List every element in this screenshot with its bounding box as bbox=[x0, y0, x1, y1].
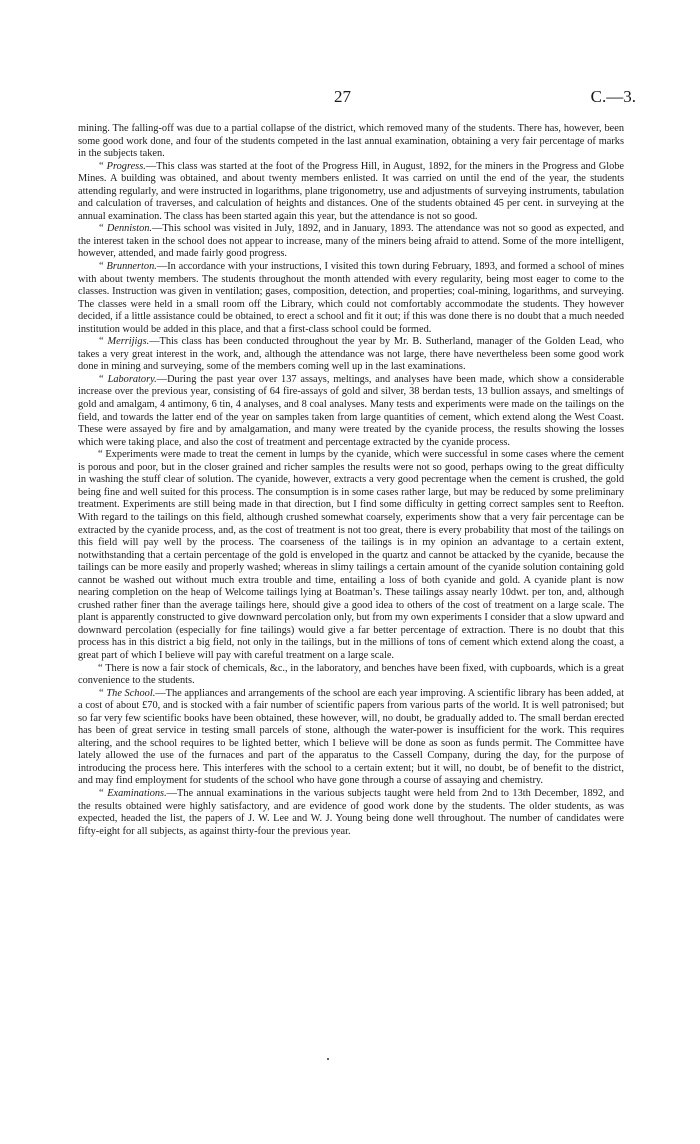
paragraph-laboratory bbox=[78, 374, 624, 449]
paragraph-experiments bbox=[78, 449, 624, 662]
paragraph-heading: “ Denniston. bbox=[98, 223, 152, 235]
paragraph-text: “ Experiments were made to treat the cement in lumps by the cyanide, which were successful in some cases where the cement is porous and poor, but in the closer grained and richer samples the results were not so good, perhaps owing to the great difficulty in washing the stuff clear of solution. The cyanide, however, extracts a very good pecrentage when the cement is crushed, the gold being fine and well suited for this process. The consumption is in some cases rather large, but may be reduced by some preliminary treatment. Experiments are still being made in that direction, but I find some difficulty in getting correct samples sent to Reefton. With regard to the tailings on this field, although crushed somewhat coarsely, experiments show that a very fair percentage can be extracted by the cyanide process, and, as the cost of treatment is not too great, there is every probability that most of the tailings on this field will pay well by the process. The coarseness of the tailings is in my opinion an advantage to a certain extent, notwithstanding that a certain percentage of the gold is enveloped in the quartz and cannot be attacked by the cyanide, because the tailings can be more easily and properly washed; whereas in slimy tailings a certain amount of the cyanide solution containing gold cannot be washed out without much extra trouble and time, entailing a loss of both cyanide and gold. A cyanide plant is now nearing completion on the heap of Welcome tailings lying at Boatman’s. These tailings assay nearly 10dwt. per ton, and, although crushed rather finer than the average tailings here, should give a good idea to others of the cost of treatment on a large scale. The plant is apparently constructed to give downward percolation only, but from my own experiments I consider that a slow upward and downward percolation (especially for fine tailings) would give a far better percentage of extraction. There is no doubt that this process has in this district a big field, not only in the tailings, but in the millions of tons of cement which extend along the coast, a great part of which I believe will pay with careful treatment on a large scale. bbox=[78, 449, 624, 661]
paragraph-denniston bbox=[78, 223, 624, 261]
paragraph-brunnerton bbox=[78, 261, 624, 336]
paragraph-text: —This class was started at the foot of the Progress Hill, in August, 1892, for the miners in the Progress and Globe Mines. A building was obtained, and about twenty members enlisted. It was carried on until the end of the year, the students attending regularly, and were instructed in logarithms, plane trigonometry, use and adjustments of surveying instruments, tabulation and calculation of traverses, and calculation of heights and distances. One of the students obtained 45 per cent. in surveying at the annual examination. The class has been started again this year, but the attendance is not so good. bbox=[78, 160, 625, 222]
paragraph-heading: “ The School. bbox=[98, 687, 156, 699]
paragraph-heading: “ Examinations. bbox=[98, 787, 167, 799]
page-header bbox=[0, 87, 700, 109]
paragraph-text: —During the past year over 137 assays, meltings, and analyses have been made, which show a considerable increase over the previous year, consisting of 64 fire-assays of gold and silver, 38 berdan tests, 13 bullion assays, and smeltings of gold and amalgam, 4 antimony, 6 tin, 4 analyses, and 8 coal analyses. Many tests and experiments were made on the tailings on the field, and towards the latter end of the year on samples taken from large quantities of cement, which extend along the West Coast. These were assayed by fire and by amalgamation, and many were treated by the cyanide process, the results showing the losses which were taking place, and also the cost of treatment and percentage extracted by the cyanide process. bbox=[78, 373, 624, 448]
paragraph-text: —This class has been conducted throughout the year by Mr. B. Sutherland, manager of the Golden Lead, who takes a very great interest in the work, and, although the attendance was not large, there have nevertheless been some good work done in mining and surveying, some of the members coming well up in the last examinations. bbox=[78, 336, 624, 373]
paragraph-text: —This school was visited in July, 1892, and in January, 1893. The attendance was not so good as expected, and the interest taken in the school does not appear to increase, many of the miners being afraid to attend. Some of the more intelligent, however, attended, and made fairly good progress. bbox=[78, 223, 624, 260]
ink-mark bbox=[327, 1058, 329, 1060]
paragraph-heading: “ Laboratory. bbox=[98, 373, 157, 385]
paragraph-school bbox=[78, 688, 624, 788]
paragraph-merrijigs bbox=[78, 336, 624, 374]
paragraph-text: —The annual examinations in the various subjects taught were held from 2nd to 13th December, 1892, and the results obtained were highly satisfactory, and are evidence of good work done by the students. The older students, as was expected, headed the list, the papers of J. W. Lee and W. J. Young being done well throughout. The number of candidates were fifty-eight for all subjects, as against thirty-four the previous year. bbox=[78, 787, 624, 837]
document-series-code: C.—3. bbox=[590, 87, 636, 106]
page-number: 27 bbox=[334, 87, 351, 106]
paragraph-text: mining. The falling-off was due to a partial collapse of the district, which removed many of the students. There has, however, been some good work done, and four of the students competed in the last annual examination, obtaining a very fair percentage of marks in the subjects taken. bbox=[78, 123, 624, 160]
paragraph-text: —In accordance with your instructions, I visited this town during February, 1893, and formed a school of mines with about twenty members. The students throughout the month attended with every regularity, being most eager to come to the classes. Instruction was given in ventilation; gases, composition, detection, and properties; coal-mining, logarithms, and surveying. The classes were held in a small room off the Library, which could not comfortably accommodate the students. They however decided, if a little assistance could be obtained, to erect a school and fit it out; if this was done there is no doubt that a much needed institution would be added in this place, and that a first-class school could be formed. bbox=[78, 261, 624, 335]
paragraph bbox=[78, 123, 624, 161]
paragraph-heading: “ Brunnerton. bbox=[98, 261, 157, 273]
paragraph-progress bbox=[78, 161, 624, 224]
paragraph-heading: “ Progress. bbox=[98, 160, 146, 172]
paragraph-examinations bbox=[78, 788, 624, 838]
paragraph-heading: “ Merrijigs. bbox=[98, 336, 150, 348]
paragraph-chemicals bbox=[78, 663, 624, 688]
paragraph-text: —The appliances and arrangements of the school are each year improving. A scientific library has been added, at a cost of about £70, and is stocked with a fair number of scientific papers from various parts of the world. It is well patronised; but so far very few scientific books have been obtained, these however, will, no doubt, be gradually added to. The small berdan erected has been of great service in testing small parcels of stone, although the water-power is insufficient for the work. This requires altering, and the school requires to be lighted better, which I believe will be done as soon as funds permit. The Committee have lately allowed the use of the furnaces and part of the apparatus to the Cassell Company, during the day, for the purpose of introducing the process here. This interferes with the school to a certain extent; but it will, no doubt, be of benefit to the district, and may find employment for students of the school who have gone through a course of assaying and chemistry. bbox=[78, 687, 624, 787]
paragraph-text: “ There is now a fair stock of chemicals, &c., in the laboratory, and benches have been fixed, with cupboards, which is a great convenience to the students. bbox=[78, 662, 624, 687]
report-body bbox=[78, 123, 624, 838]
